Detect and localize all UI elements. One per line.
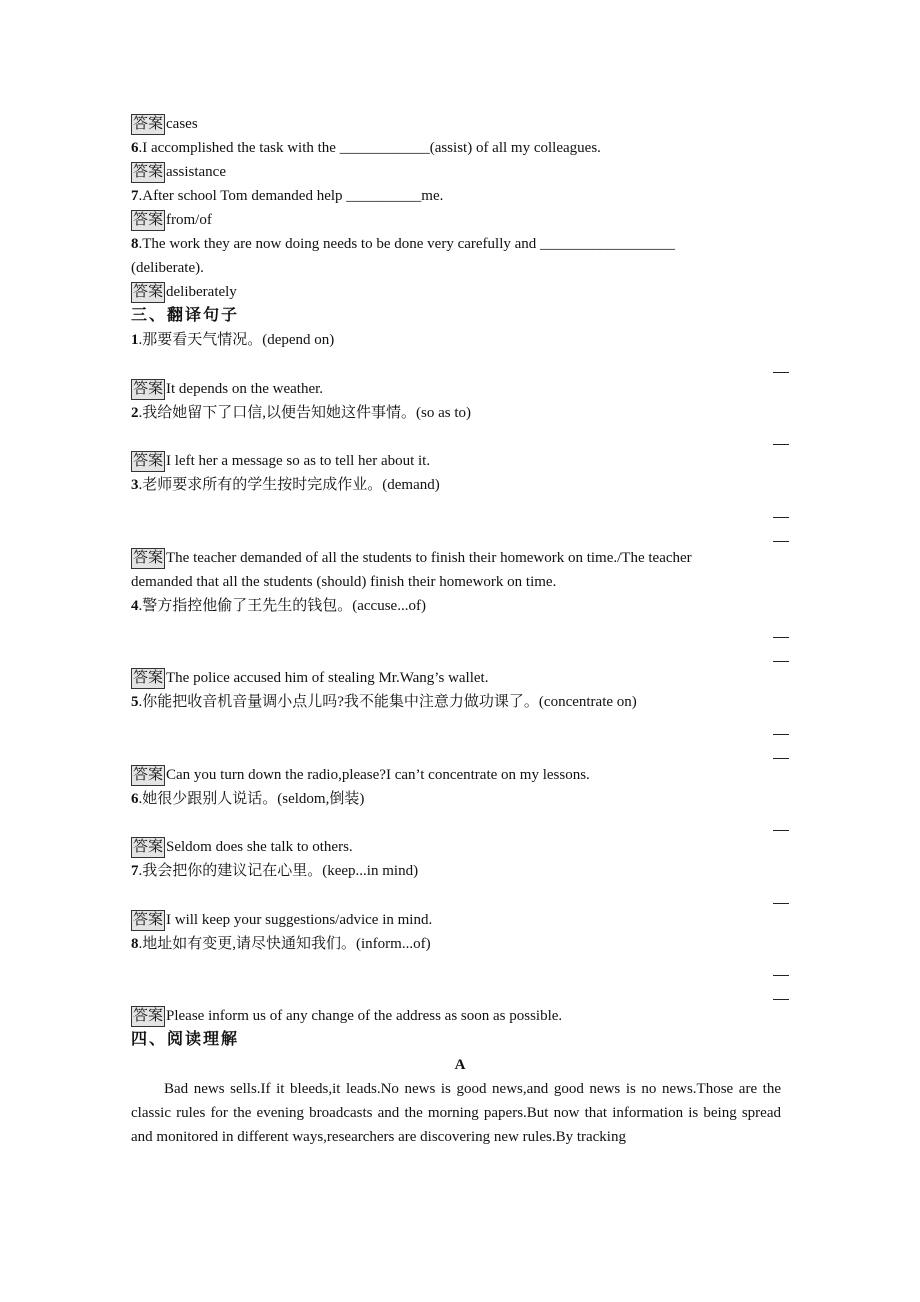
answer-line-s3-5 — [131, 765, 590, 786]
answer-badge: 答案 — [131, 114, 165, 135]
section-heading-reading: 四、阅读理解 — [131, 1031, 240, 1048]
passage-label: A — [454, 1057, 466, 1073]
answer-badge: 答案 — [131, 765, 165, 786]
question-p2-7 — [131, 186, 443, 206]
answer-badge: 答案 — [131, 548, 165, 569]
answer-text: Seldom does she talk to others. — [166, 839, 353, 855]
question-text: .你能把收音机音量调小点儿吗?我不能集中注意力做功课了。(concentrate on) — [138, 694, 637, 710]
answer-line-p2-5 — [131, 114, 198, 135]
answer-line-p2-7 — [131, 210, 212, 231]
answer-badge: 答案 — [131, 379, 165, 400]
answer-text: from/of — [166, 212, 212, 228]
answer-line-s3-7 — [131, 910, 432, 931]
answer-badge: 答案 — [131, 1006, 165, 1027]
question-number: 4 — [131, 598, 139, 614]
answer-text: I left her a message so as to tell her about it. — [166, 453, 431, 469]
answer-line-s3-4 — [131, 668, 488, 689]
question-number: 2 — [131, 405, 139, 421]
answer-blank-line — [773, 661, 789, 662]
question-text: .The work they are now doing needs to be done very carefully and __________________ — [138, 236, 676, 252]
answer-line-s3-3 — [131, 548, 692, 569]
answer-text: It depends on the weather. — [166, 381, 324, 397]
answer-text: The teacher demanded of all the students to finish their homework on time./The teacher — [166, 550, 692, 566]
answer-badge: 答案 — [131, 451, 165, 472]
question-text: .那要看天气情况。(depend on) — [138, 332, 335, 348]
answer-blank-line — [773, 637, 789, 638]
question-text: .我会把你的建议记在心里。(keep...in mind) — [138, 863, 419, 879]
question-number: 1 — [131, 332, 139, 348]
answer-text: assistance — [166, 164, 226, 180]
question-p2-8 — [131, 234, 675, 254]
answer-blank-line — [773, 444, 789, 445]
answer-line-p2-8 — [131, 282, 237, 303]
question-s3-5 — [131, 692, 637, 712]
answer-badge: 答案 — [131, 282, 165, 303]
question-text: .警方指控他偷了王先生的钱包。(accuse...of) — [138, 598, 426, 614]
question-s3-4 — [131, 596, 426, 616]
question-text: .她很少跟别人说话。(seldom,倒装) — [138, 791, 365, 807]
question-s3-2 — [131, 403, 471, 423]
answer-line-s3-3-cont: demanded that all the students (should) finish their homework on time. — [131, 574, 557, 590]
section-heading-translation: 三、翻译句子 — [131, 307, 240, 324]
answer-blank-line — [773, 903, 789, 904]
question-p2-8-cont: (deliberate). — [131, 260, 204, 276]
question-s3-1 — [131, 330, 334, 350]
question-number: 6 — [131, 791, 139, 807]
answer-blank-line — [773, 830, 789, 831]
answer-text: I will keep your suggestions/advice in mind. — [166, 912, 433, 928]
answer-line-s3-1 — [131, 379, 323, 400]
question-text: .老师要求所有的学生按时完成作业。(demand) — [138, 477, 440, 493]
answer-blank-line — [773, 372, 789, 373]
reading-paragraph-text: Bad news sells.If it bleeds,it leads.No news is good news,and good news is no news.Those are the classic rules for the evening broadcasts and the morning papers.But now that information is being spread and monitored in different ways,researchers are discovering new rules.By tracking — [131, 1081, 781, 1145]
answer-text: deliberately — [166, 284, 237, 300]
question-number: 6 — [131, 140, 139, 156]
question-text: .After school Tom demanded help __________me. — [138, 188, 444, 204]
answer-line-s3-2 — [131, 451, 430, 472]
answer-text: Can you turn down the radio,please?I can’t concentrate on my lessons. — [166, 767, 590, 783]
question-s3-8 — [131, 934, 431, 954]
question-text: .I accomplished the task with the ____________(assist) of all my colleagues. — [138, 140, 601, 156]
question-number: 8 — [131, 936, 139, 952]
answer-badge: 答案 — [131, 837, 165, 858]
answer-badge: 答案 — [131, 210, 165, 231]
answer-line-p2-6 — [131, 162, 226, 183]
question-number: 7 — [131, 188, 139, 204]
answer-line-s3-8 — [131, 1006, 562, 1027]
answer-text: The police accused him of stealing Mr.Wang’s wallet. — [166, 670, 489, 686]
question-s3-3 — [131, 475, 440, 495]
answer-badge: 答案 — [131, 162, 165, 183]
answer-blank-line — [773, 999, 789, 1000]
answer-blank-line — [773, 975, 789, 976]
answer-line-s3-6 — [131, 837, 353, 858]
question-text: .地址如有变更,请尽快通知我们。(inform...of) — [138, 936, 431, 952]
answer-blank-line — [773, 541, 789, 542]
question-number: 5 — [131, 694, 139, 710]
question-s3-7 — [131, 861, 418, 881]
answer-badge: 答案 — [131, 668, 165, 689]
answer-badge: 答案 — [131, 910, 165, 931]
question-text: .我给她留下了口信,以便告知她这件事情。(so as to) — [138, 405, 471, 421]
answer-text: Please inform us of any change of the address as soon as possible. — [166, 1008, 563, 1024]
question-number: 7 — [131, 863, 139, 879]
answer-blank-line — [773, 758, 789, 759]
question-number: 8 — [131, 236, 139, 252]
answer-blank-line — [773, 517, 789, 518]
question-s3-6 — [131, 789, 364, 809]
answer-blank-line — [773, 734, 789, 735]
question-p2-6 — [131, 138, 601, 158]
answer-text: cases — [166, 116, 198, 132]
reading-paragraph — [131, 1077, 781, 1149]
question-number: 3 — [131, 477, 139, 493]
